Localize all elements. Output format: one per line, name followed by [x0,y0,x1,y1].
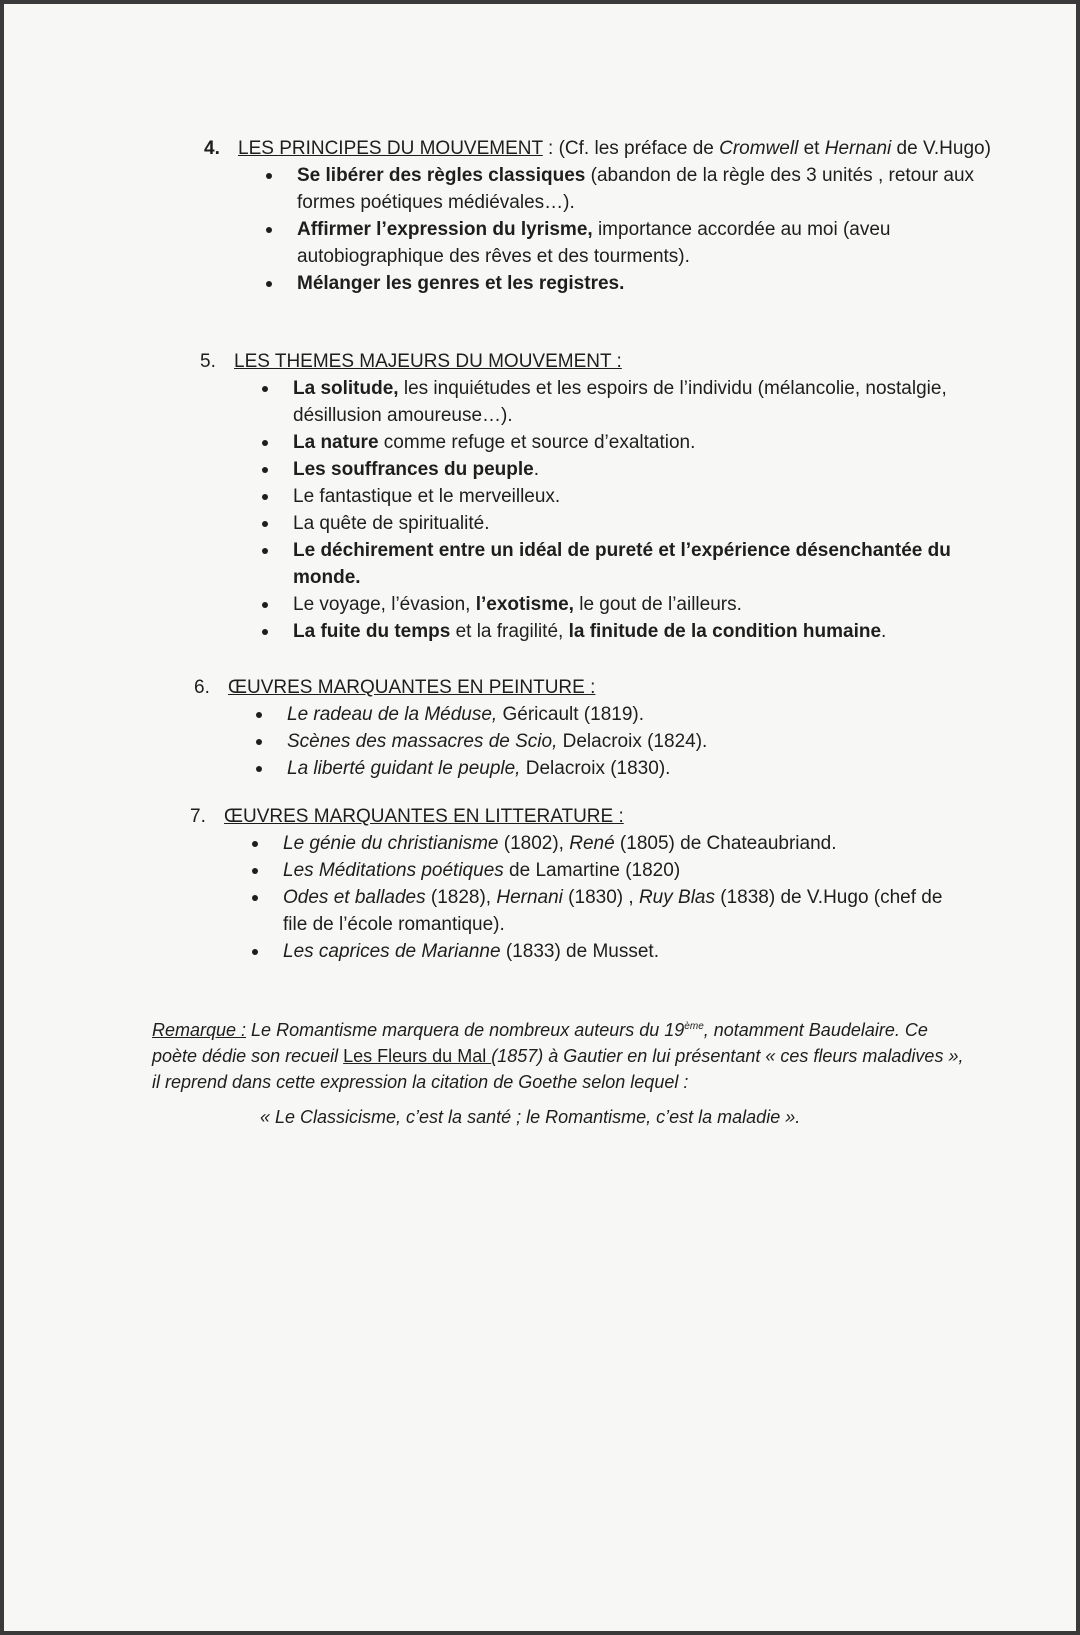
bullet-icon [256,766,262,772]
list-item: La solitude, les inquiétudes et les espoirs de l’individu (mélancolie, nostalgie, désillusion amoureuse…). [256,375,1000,429]
list-item: Le radeau de la Méduse, Géricault (1819). [250,701,994,728]
heading-text: et [798,138,825,159]
bullet-icon [262,548,268,554]
section-heading [200,348,1000,375]
bullet-icon [256,739,262,745]
bullet-icon [266,173,272,179]
remark-label: Remarque : [152,1020,247,1040]
list-item: Le génie du christianisme (1802), René (1805) de Chateaubriand. [246,830,970,857]
list-item: Scènes des massacres de Scio, Delacroix (1824). [250,728,994,755]
goethe-quote: « Le Classicisme, c’est la santé ; le Romantisme, c’est la maladie ». [260,1107,801,1127]
bullet-icon [252,895,258,901]
work-title: Hernani [824,138,892,159]
painting-list [250,701,994,782]
heading-text: de V.Hugo) [891,138,991,159]
section-heading [194,674,994,701]
bullet-icon [252,949,258,955]
remark-text: (1857) à Gautier en lui présentant « ces fleurs maladives », il reprend dans cette expression la citation de Goethe selon lequel : [152,1046,964,1092]
section-title: LES THEMES MAJEURS DU MOUVEMENT : [234,351,622,372]
document-page [4,4,1076,1631]
bullet-icon [256,712,262,718]
superscript: ème [684,1021,704,1032]
remark-paragraph [152,1014,972,1095]
list-item: Affirmer l’expression du lyrisme, importance accordée au moi (aveu autobiographique des rêves et des tourments). [260,216,994,270]
bullet-icon [252,841,258,847]
section-number: 4. [204,138,220,159]
bullet-icon [262,602,268,608]
section-principles [204,135,994,297]
remark-text: , notamment Baudelaire. Ce poète dédie son recueil [152,1020,928,1066]
list-item: Le fantastique et le merveilleux. [256,483,1000,510]
work-title: Les Fleurs du Mal [343,1046,492,1066]
bullet-icon [266,281,272,287]
section-heading [204,135,994,162]
list-item: La quête de spiritualité. [256,510,1000,537]
list-item: Le déchirement entre un idéal de pureté et l’expérience désenchantée du monde. [256,537,1000,591]
section-number: 5. [200,351,216,372]
section-literature [190,803,970,965]
bullet-icon [262,386,268,392]
section-heading [190,803,970,830]
list-item: Les Méditations poétiques de Lamartine (1820) [246,857,970,884]
list-item: Le voyage, l’évasion, l’exotisme, le gout de l’ailleurs. [256,591,1000,618]
list-item: Mélanger les genres et les registres. [260,270,994,297]
section-number: 7. [190,806,206,827]
list-item: Se libérer des règles classiques (abandon de la règle des 3 unités , retour aux formes poétiques médiévales…). [260,162,994,216]
list-item: La liberté guidant le peuple, Delacroix (1830). [250,755,994,782]
themes-list [256,375,1000,645]
section-title: ŒUVRES MARQUANTES EN PEINTURE : [228,677,596,698]
bullet-icon [266,227,272,233]
section-title: ŒUVRES MARQUANTES EN LITTERATURE : [224,806,624,827]
section-themes [200,348,1000,645]
bullet-icon [252,868,258,874]
list-item: La nature comme refuge et source d’exaltation. [256,429,1000,456]
section-number: 6. [194,677,210,698]
list-item: La fuite du temps et la fragilité, la finitude de la condition humaine. [256,618,1000,645]
bullet-icon [262,629,268,635]
bullet-icon [262,521,268,527]
literature-list [246,830,970,965]
remark-text: Le Romantisme marquera de nombreux auteurs du 19 [246,1020,685,1040]
bullet-icon [262,494,268,500]
heading-text: : (Cf. les préface de [542,138,720,159]
list-item: Odes et ballades (1828), Hernani (1830) , Ruy Blas (1838) de V.Hugo (chef de file de l’école romantique). [246,884,970,938]
bullet-icon [262,440,268,446]
list-item: Les souffrances du peuple. [256,456,1000,483]
bullet-icon [262,467,268,473]
principles-list [260,162,994,297]
section-painting [194,674,994,782]
list-item: Les caprices de Marianne (1833) de Musset. [246,938,970,965]
work-title: Cromwell [719,138,799,159]
section-title: LES PRINCIPES DU MOUVEMENT [238,138,543,159]
